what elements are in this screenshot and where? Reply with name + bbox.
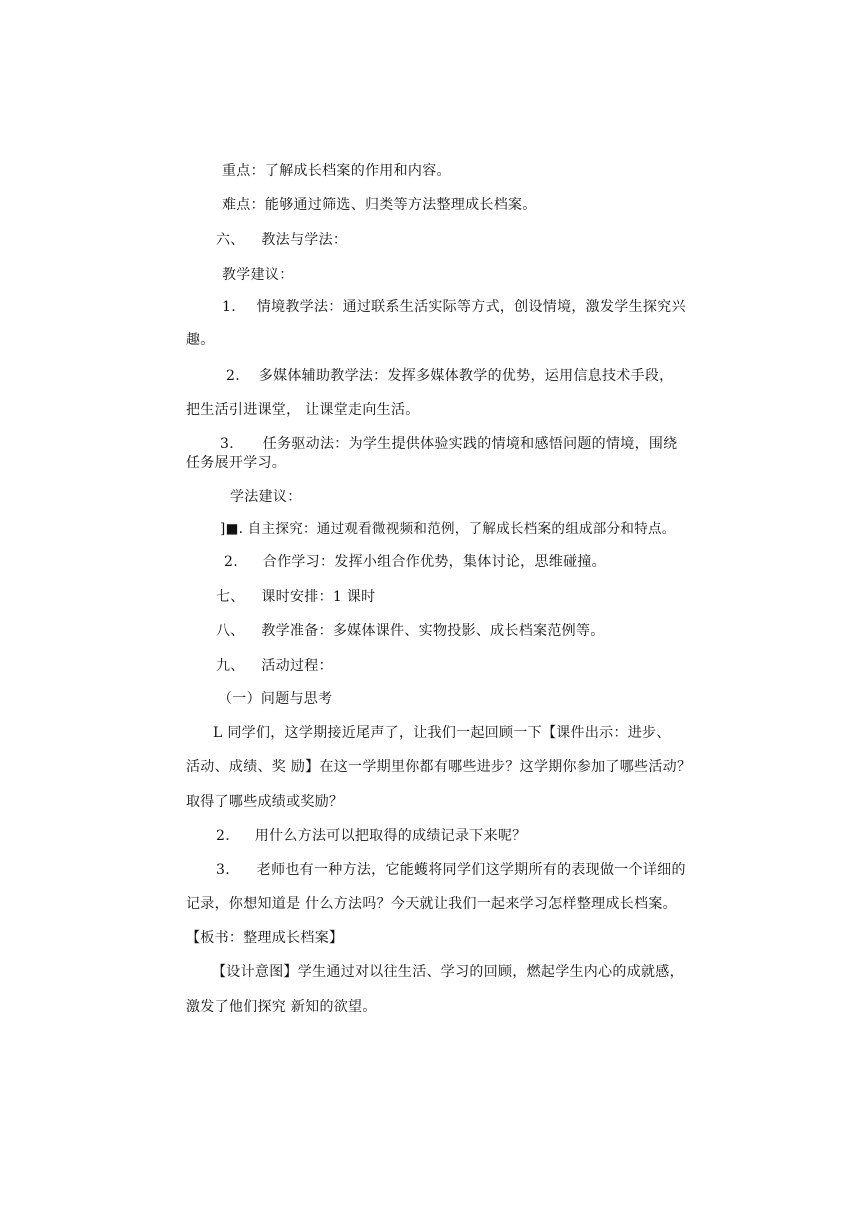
item-number: 1. [222, 299, 236, 315]
item-text: 合作学习：发挥小组合作优势，集体讨论，思维碰撞。 [262, 554, 606, 570]
item-number: 3. [220, 436, 234, 452]
teaching-item-2 [226, 366, 673, 386]
item-text: 任务驱动法：为学生提供体验实践的情境和感悟问题的情境，围绕 [262, 436, 678, 452]
section-text: 活动过程： [261, 658, 333, 674]
item-text: 老师也有一种方法，它能蠖将同学们这学期所有的表现做一个详细的 [256, 862, 686, 878]
question-2 [216, 826, 526, 846]
item-text: 用什么方法可以把取得的成绩记录下来呢？ [254, 828, 527, 844]
section-number: 九、 [216, 658, 245, 674]
section-text: 教学准备：多媒体课件、实物投影、成长档案范例等。 [261, 623, 605, 639]
section-9-heading [216, 656, 333, 676]
learning-item-1: ]■. 自主探究：通过观看微视频和范例，了解成长档案的组成部分和特点。 [220, 521, 676, 537]
section-8-heading [216, 621, 605, 641]
learning-suggestions-heading: 学法建议： [230, 489, 302, 505]
teaching-suggestions-heading: 教学建议： [222, 267, 294, 283]
design-intent-line-1: 【设计意图】学生通过对以往生活、学习的回顾，燃起学生内心的成就感， [212, 964, 684, 980]
question-3 [216, 860, 686, 880]
item-text: 多媒体辅助教学法：发挥多媒体教学的优势，运用信息技术手段， [258, 368, 674, 384]
teaching-item-1 [222, 297, 686, 317]
item-text: 情境教学法：通过联系生活实际等方式，创设情境，激发学生探究兴 [256, 299, 686, 315]
question-3-line-2: 记录，你想知道是 什么方法吗？今天就让我们一起来学习怎样整理成长档案。 [186, 896, 677, 912]
subsection-1-heading: （一）问题与思考 [218, 691, 333, 707]
question-1-line-2: 活动、成绩、奖 励】在这一学期里你都有哪些进步？这学期你参加了哪些活动？ [186, 759, 692, 775]
section-title: 教法与学法： [261, 232, 348, 248]
item-number: 2. [216, 828, 230, 844]
item-number: 3. [216, 862, 230, 878]
question-1-line-1: L 同学们，这学期接近尾声了，让我们一起回顾一下【课件出示：进步、 [213, 725, 671, 741]
section-text: 课时安排：1 课时 [261, 589, 376, 605]
key-point-line: 重点：了解成长档案的作用和内容。 [222, 163, 451, 179]
teaching-item-3-continuation: 任务展开学习。 [186, 455, 287, 471]
question-1-line-3: 取得了哪些成绩或奖励？ [186, 794, 344, 810]
difficult-point-line: 难点：能够通过筛选、归类等方法整理成长档案。 [222, 197, 537, 213]
teaching-item-1-continuation: 趣。 [186, 332, 215, 348]
section-6-heading [216, 230, 347, 250]
item-number: 2. [226, 368, 240, 384]
section-number: 六、 [216, 232, 245, 248]
design-intent-line-2: 激发了他们探究 新知的欲望。 [186, 999, 377, 1015]
item-number: 2. [224, 554, 238, 570]
teaching-item-3 [220, 434, 677, 454]
board-writing: 【板书：整理成长档案】 [186, 930, 344, 946]
section-number: 七、 [216, 589, 245, 605]
teaching-item-2-continuation: 把生活引进课堂， 让课堂走向生活。 [186, 402, 420, 418]
section-number: 八、 [216, 623, 245, 639]
learning-item-2 [224, 552, 606, 572]
section-7-heading [216, 587, 375, 607]
